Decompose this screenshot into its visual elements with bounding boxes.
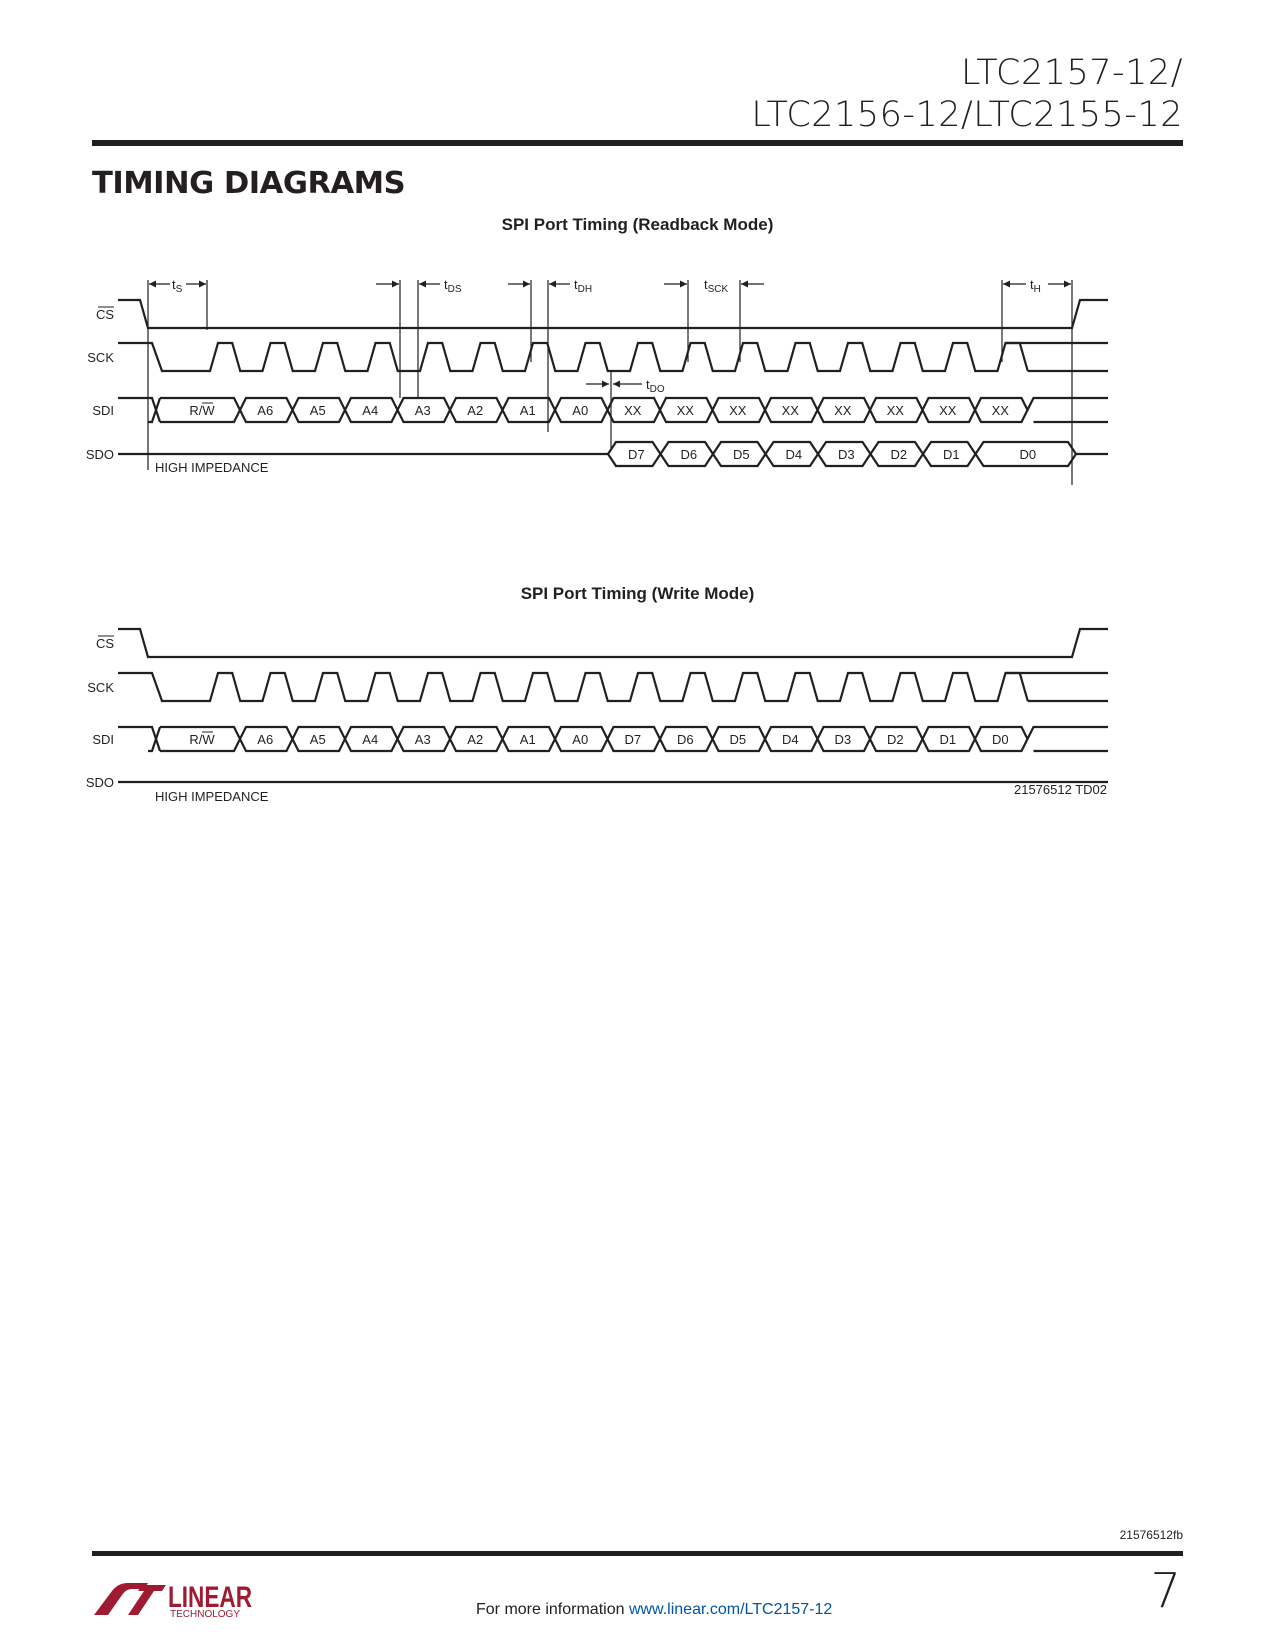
ts-arrow-right-head	[199, 281, 206, 288]
readback-sdi-bit-label-12: XX	[834, 403, 852, 418]
readback-sdi-bit-1	[240, 398, 293, 422]
th-arrow-left-head	[1003, 281, 1010, 288]
write-sdi-bit-label-4: A3	[414, 732, 431, 747]
readback-cs-label: CS	[95, 307, 114, 322]
tds-arrow-right-head	[419, 281, 426, 288]
write-sdi-bit-1	[240, 727, 293, 751]
write-sdi-bit-0	[160, 727, 240, 751]
readback-sdi-bit-label-2: A5	[309, 403, 326, 418]
write-sdi-bit-label-0: R/W	[189, 732, 215, 747]
readback-sdi-bit-label-10: XX	[729, 403, 747, 418]
readback-sdo-bit-4	[818, 442, 871, 466]
write-sdi-bit-13	[870, 727, 923, 751]
readback-sdi-bit-label-1: A6	[257, 403, 274, 418]
write-sck-waveform	[118, 673, 1028, 701]
readback-diagram-title: SPI Port Timing (Readback Mode)	[501, 215, 774, 234]
readback-sdi-label: SDI	[92, 403, 114, 418]
readback-sdi-bit-label-3: A4	[362, 403, 379, 418]
write-sdo-label: SDO	[85, 775, 114, 790]
readback-sdi-bit-4	[398, 398, 451, 422]
readback-sdo-bit-6	[923, 442, 976, 466]
write-sdi-bit-14	[923, 727, 976, 751]
write-diagram-title: SPI Port Timing (Write Mode)	[520, 584, 755, 603]
th-label: $t_H$	[1030, 277, 1041, 295]
readback-sck-label: SCK	[87, 350, 114, 365]
readback-sdi-bit-label-7: A0	[572, 403, 589, 418]
write-sdi-label: SDI	[92, 732, 114, 747]
header-rule	[92, 140, 1183, 146]
readback-high-impedance-label: HIGH IMPEDANCE	[155, 460, 269, 475]
readback-sdi-bit-14	[923, 398, 976, 422]
write-sdi-bit-label-3: A4	[362, 732, 379, 747]
write-sdi-bit-7	[555, 727, 608, 751]
write-sdi-bit-label-12: D3	[834, 732, 852, 747]
tds-arrow-left-head	[392, 281, 399, 288]
write-sdi-bit-label-10: D5	[729, 732, 747, 747]
readback-sdo-label-5: D2	[890, 447, 908, 462]
footer-link[interactable]: www.linear.com/LTC2157-12	[628, 1601, 833, 1618]
readback-sdo-label-6: D1	[942, 447, 960, 462]
readback-sdi-bit-label-11: XX	[781, 403, 799, 418]
section-title: TIMING DIAGRAMS	[92, 166, 406, 201]
tds-label: $t_{DS}$	[444, 277, 462, 295]
write-sdi-bit-label-9: D6	[676, 732, 694, 747]
logo-wordmark: LINEAR	[168, 1581, 253, 1614]
write-sdi-bit-15	[975, 727, 1028, 751]
part-number-line-1: LTC2157-12/	[961, 53, 1183, 93]
write-sdi-bit-label-1: A6	[257, 732, 274, 747]
readback-sdi-bit-12	[818, 398, 871, 422]
write-sdi-bit-8	[608, 727, 661, 751]
logo-subtitle: TECHNOLOGY	[170, 1609, 241, 1619]
readback-sdi-bit-0	[160, 398, 240, 422]
ts-label: $t_S$	[172, 277, 183, 295]
write-sdi-bit-5	[450, 727, 503, 751]
readback-sdo-label: SDO	[85, 447, 114, 462]
readback-sdo-bit-1	[661, 442, 714, 466]
ts-arrow-left-head	[149, 281, 156, 288]
write-sdi-trail-top	[1028, 727, 1109, 739]
write-sdi-bit-label-6: A1	[519, 732, 536, 747]
readback-sdi-bit-6	[503, 398, 556, 422]
readback-sdi-trail-top	[1028, 398, 1109, 410]
write-sdi-bit-label-7: A0	[572, 732, 589, 747]
readback-sdi-bit-13	[870, 398, 923, 422]
page-number: 7	[1150, 1563, 1181, 1619]
tsck-arrow-right-head	[741, 281, 748, 288]
readback-timing-diagram	[0, 270, 1275, 500]
part-number-line-2: LTC2156-12/LTC2155-12	[751, 95, 1183, 135]
tdh-label: $t_{DH}$	[574, 277, 593, 295]
readback-sdi-bit-15	[975, 398, 1028, 422]
write-sdi-bit-label-15: D0	[991, 732, 1009, 747]
readback-cs-waveform	[118, 300, 1108, 328]
tdo-arrow-right-head	[613, 381, 620, 388]
readback-sdi-bit-label-4: A3	[414, 403, 431, 418]
readback-sdi-bit-3	[345, 398, 398, 422]
write-sdi-bit-4	[398, 727, 451, 751]
tdh-arrow-left-head	[523, 281, 530, 288]
write-cs-label: CS	[95, 636, 114, 651]
document-number: 21576512fb	[1119, 1528, 1183, 1542]
readback-sdo-label-4: D3	[837, 447, 855, 462]
readback-sck-waveform	[118, 343, 1028, 371]
readback-sdi-bit-label-15: XX	[991, 403, 1009, 418]
write-figure-code: 21576512 TD02	[1013, 782, 1107, 797]
readback-sdi-bit-label-9: XX	[676, 403, 694, 418]
readback-sdo-label-3: D4	[785, 447, 803, 462]
readback-sdo-label-0: D7	[627, 447, 645, 462]
write-sdi-bit-11	[765, 727, 818, 751]
readback-sdi-bit-5	[450, 398, 503, 422]
write-sdi-bit-label-13: D2	[886, 732, 904, 747]
write-timing-diagram	[0, 620, 1275, 820]
readback-sdi-bit-8	[608, 398, 661, 422]
readback-sdi-bit-11	[765, 398, 818, 422]
footer-info	[476, 1601, 832, 1619]
readback-sdo-bit-3	[766, 442, 819, 466]
readback-sdi-bit-label-14: XX	[939, 403, 957, 418]
readback-sdi-bit-10	[713, 398, 766, 422]
write-sdi-bit-10	[713, 727, 766, 751]
tsck-arrow-left-head	[680, 281, 687, 288]
readback-sdo-label-1: D6	[680, 447, 698, 462]
write-sdi-bit-6	[503, 727, 556, 751]
readback-sdi-bit-9	[660, 398, 713, 422]
readback-sdi-bit-label-0: R/W	[189, 403, 215, 418]
readback-sdo-bit-7	[976, 442, 1077, 466]
readback-sdo-label-2: D5	[732, 447, 750, 462]
readback-sdo-bit-5	[871, 442, 924, 466]
footer-rule	[92, 1551, 1183, 1556]
write-sdi-bit-label-14: D1	[939, 732, 957, 747]
footer-info-text: For more information	[476, 1601, 629, 1618]
tsck-label: $t_{SCK}$	[704, 277, 729, 295]
readback-sdo-bit-0	[608, 442, 661, 466]
readback-sdi-bit-label-8: XX	[624, 403, 642, 418]
readback-sdi-bit-2	[293, 398, 346, 422]
th-arrow-right-head	[1064, 281, 1071, 288]
write-sdi-bit-12	[818, 727, 871, 751]
write-cs-waveform	[118, 629, 1108, 657]
linear-technology-logo	[92, 1575, 262, 1619]
write-sdi-bit-3	[345, 727, 398, 751]
readback-sdi-bit-7	[555, 398, 608, 422]
write-sdi-bit-label-8: D7	[624, 732, 642, 747]
readback-sdo-label-7: D0	[1019, 447, 1037, 462]
tdo-label: $t_{DO}$	[646, 377, 665, 395]
write-sdi-bit-2	[293, 727, 346, 751]
readback-sdi-bit-label-6: A1	[519, 403, 536, 418]
write-sdi-bit-9	[660, 727, 713, 751]
write-sdi-bit-label-2: A5	[309, 732, 326, 747]
write-sck-label: SCK	[87, 680, 114, 695]
readback-sdi-bit-label-5: A2	[467, 403, 484, 418]
tdh-arrow-right-head	[549, 281, 556, 288]
readback-sdi-bit-label-13: XX	[886, 403, 904, 418]
tdo-arrow-left-head	[602, 381, 609, 388]
write-high-impedance-label: HIGH IMPEDANCE	[155, 789, 269, 804]
part-number-title	[751, 52, 1183, 136]
write-sdi-bit-label-11: D4	[781, 732, 799, 747]
write-sdi-bit-label-5: A2	[467, 732, 484, 747]
readback-sdo-bit-2	[713, 442, 766, 466]
